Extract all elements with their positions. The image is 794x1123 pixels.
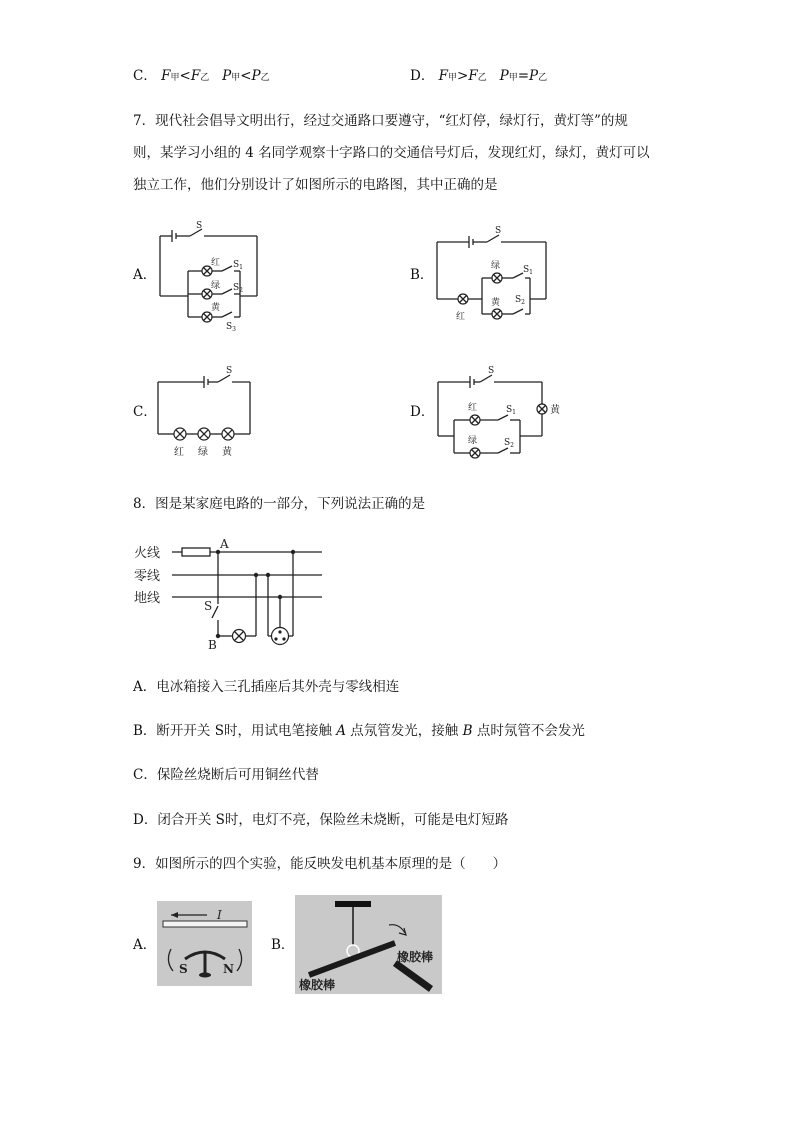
svg-text:黄: 黄 — [550, 405, 560, 416]
point-a: A — [220, 537, 229, 551]
svg-text:S3: $S_3$ — [226, 322, 236, 333]
q7-circuit-c — [150, 362, 260, 462]
switch-s — [212, 606, 218, 618]
svg-text:S1: $S_1$ — [523, 265, 533, 276]
q9-photo-a — [157, 901, 252, 986]
svg-text:红: 红 — [174, 447, 184, 458]
svg-text:绿: 绿 — [198, 447, 208, 458]
svg-text:红: 红 — [456, 312, 466, 322]
q8-stem: 8．图是某家庭电路的一部分，下列说法正确的是 — [133, 496, 426, 512]
q7-circuit-b — [425, 220, 555, 330]
q9-option-a-label: A． — [133, 937, 157, 953]
q8-option-b: B．断开开关 S时，用试电笔接触 A 点氖管发光，接触 B 点时氖管不会发光 — [133, 723, 585, 739]
q7-option-b-label: B． — [410, 267, 434, 283]
svg-text:绿: 绿 — [491, 261, 501, 271]
svg-text:黄: 黄 — [222, 447, 232, 458]
three-hole-socket — [272, 628, 289, 645]
label-live-wire: 火线 — [134, 546, 161, 561]
label-ground-wire: 地线 — [134, 591, 161, 606]
q9-option-b-label: B． — [271, 937, 295, 953]
q7-stem-line-2: 则，某学习小组的 4 名同学观察十字路口的交通信号灯后，发现红灯，绿灯，黄灯可以 — [133, 145, 650, 161]
svg-text:S: S — [179, 962, 188, 976]
q8-option-c: C．保险丝烧断后可用铜丝代替 — [133, 767, 319, 783]
switch-s — [218, 375, 230, 382]
point-b: B — [208, 638, 217, 652]
svg-text:绿: 绿 — [468, 436, 478, 446]
label-neutral-wire: 零线 — [134, 569, 161, 584]
svg-text:黄: 黄 — [491, 298, 501, 308]
q9-stem: 9．如图所示的四个实验，能反映发电机基本原理的是（ ） — [133, 856, 507, 872]
svg-text:橡胶棒: 橡胶棒 — [299, 978, 336, 992]
q6-option-c: C． F甲<F乙 P甲<P乙 — [133, 68, 270, 84]
svg-text:红: 红 — [468, 403, 478, 413]
svg-text:红: 红 — [211, 258, 221, 268]
label-s: S — [196, 221, 203, 231]
q7-circuit-d — [428, 362, 568, 467]
q7-stem-line-1: 7．现代社会倡导文明出行，经过交通路口要遵守，“红灯停，绿灯行，黄灯等”的规 — [133, 113, 628, 129]
switch-s — [487, 235, 499, 242]
svg-text:黄: 黄 — [211, 303, 221, 313]
q8-option-a: A．电冰箱接入三孔插座后其外壳与零线相连 — [133, 679, 400, 695]
svg-text:S2: $S_2$ — [233, 283, 243, 294]
fuse — [182, 548, 210, 556]
svg-text:N: N — [223, 962, 234, 976]
svg-text:S1: $S_1$ — [233, 260, 243, 271]
svg-text:S1: $S_1$ — [506, 405, 516, 416]
svg-text:I: I — [217, 908, 222, 922]
q7-option-c-label: C． — [133, 404, 157, 420]
q7-option-a-label: A． — [133, 267, 157, 283]
svg-text:S2: $S_2$ — [504, 438, 514, 449]
svg-text:S: S — [495, 226, 502, 236]
svg-text:S: S — [204, 599, 213, 613]
q7-option-d-label: D． — [410, 404, 435, 420]
svg-text:绿: 绿 — [211, 281, 221, 291]
battery-symbol — [160, 230, 176, 242]
q9-photo-b — [295, 895, 442, 994]
q7-stem-line-3: 独立工作，他们分别设计了如图所示的电路图，其中正确的是 — [133, 177, 498, 193]
svg-text:橡胶棒: 橡胶棒 — [397, 950, 434, 964]
q8-option-d: D．闭合开关 S时，电灯不亮，保险丝未烧断，可能是电灯短路 — [133, 812, 509, 828]
svg-text:S: S — [226, 366, 233, 376]
q8-household-circuit — [132, 532, 332, 657]
q7-circuit-a — [150, 210, 270, 335]
svg-text:S: S — [488, 366, 495, 376]
switch-s — [480, 375, 492, 382]
q6-option-d: D． F甲>F乙 P甲=P乙 — [410, 68, 548, 84]
svg-text:S2: $S_2$ — [515, 295, 525, 306]
